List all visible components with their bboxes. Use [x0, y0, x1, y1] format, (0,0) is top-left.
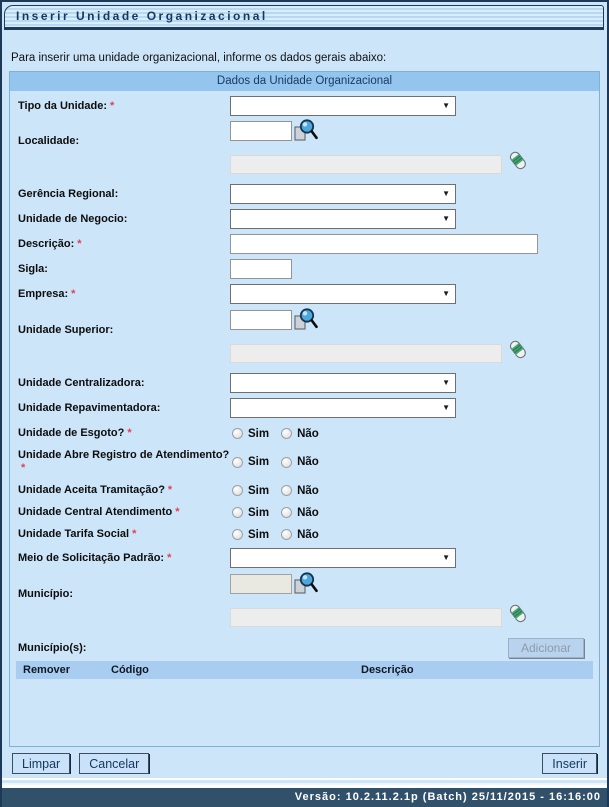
field-row-gerencia-regional	[10, 184, 599, 204]
field-row-descricao	[10, 234, 599, 254]
sigla-label: Sigla:	[18, 262, 48, 275]
footer-divider	[2, 774, 607, 788]
empresa-label: Empresa: *	[18, 287, 76, 300]
version-footer: Versão: 10.2.11.2.1p (Batch) 25/11/2015 - 16:16:00	[2, 788, 607, 807]
municipios-label: Município(s):	[18, 641, 87, 654]
field-row-unidade-centralizadora	[10, 373, 599, 393]
unidade-abre-registro-label: Unidade Abre Registro de Atendimento?*	[18, 449, 230, 474]
unidade-esgoto-label: Unidade de Esgoto? *	[18, 427, 132, 439]
required-marker: *	[167, 551, 172, 564]
adicionar-button: Adicionar	[508, 638, 584, 658]
unidade-superior-label: Unidade Superior:	[18, 324, 114, 336]
unidade-repavimentadora-select[interactable]	[230, 398, 456, 418]
cancelar-button[interactable]: Cancelar	[79, 753, 149, 774]
nao-label: Não	[297, 528, 319, 541]
unidade-esgoto-sim-radio[interactable]	[232, 428, 243, 439]
unidade-central-atendimento-sim-radio[interactable]	[232, 507, 243, 518]
field-row-empresa	[10, 284, 599, 304]
sigla-input[interactable]	[230, 259, 292, 279]
col-header-codigo: Código	[111, 664, 149, 676]
unidade-tarifa-social-sim-radio[interactable]	[232, 529, 243, 540]
unidade-esgoto-nao-radio[interactable]	[281, 428, 292, 439]
sim-label: Sim	[248, 506, 270, 519]
gerencia-regional-select[interactable]	[230, 184, 456, 204]
unidade-centralizadora-select[interactable]	[230, 373, 456, 393]
municipio-label: Município:	[18, 588, 73, 600]
required-marker: *	[167, 484, 173, 496]
dropdown-arrow-icon: ▼	[442, 214, 450, 223]
page-title: Inserir Unidade Organizacional	[4, 5, 604, 30]
unidade-tarifa-social-label: Unidade Tarifa Social *	[18, 528, 137, 540]
col-header-remover: Remover	[23, 664, 71, 676]
field-row-municipio	[10, 574, 599, 632]
field-row-unidade-abre-registro	[10, 449, 599, 475]
required-marker: *	[175, 506, 180, 518]
tipo-da-unidade-select[interactable]	[230, 96, 456, 116]
unidade-esgoto-radio-group	[232, 428, 331, 440]
unidade-superior-description-field	[230, 344, 502, 363]
unidade-superior-lookup	[230, 310, 530, 368]
descricao-label: Descrição: *	[18, 237, 82, 250]
field-row-unidade-aceita-tramitacao	[10, 484, 599, 497]
required-marker: *	[21, 462, 26, 474]
municipios-table-body	[16, 679, 593, 747]
nao-label: Não	[297, 456, 319, 468]
unidade-abre-registro-radio-group	[232, 456, 331, 468]
sim-label: Sim	[248, 484, 270, 497]
unidade-central-atendimento-label: Unidade Central Atendimento *	[18, 506, 180, 518]
nao-label: Não	[297, 484, 319, 497]
municipio-description-field	[230, 608, 502, 627]
dropdown-arrow-icon: ▼	[442, 553, 450, 562]
meio-solicitacao-select[interactable]	[230, 548, 456, 568]
unidade-centralizadora-label: Unidade Centralizadora:	[18, 376, 145, 389]
descricao-input[interactable]	[230, 234, 538, 254]
unidade-superior-code-input[interactable]	[230, 310, 292, 330]
municipio-code-input	[230, 574, 292, 594]
field-row-unidade-negocio	[10, 209, 599, 229]
unidade-abre-registro-nao-radio[interactable]	[281, 457, 292, 468]
municipios-table	[16, 661, 593, 747]
municipio-lookup	[230, 574, 530, 632]
field-row-localidade	[10, 121, 599, 179]
section-title: Dados da Unidade Organizacional	[10, 72, 599, 91]
search-magnifier-icon[interactable]	[294, 571, 318, 601]
search-magnifier-icon[interactable]	[294, 118, 318, 148]
unidade-aceita-tramitacao-label: Unidade Aceita Tramitação? *	[18, 484, 173, 496]
col-header-descricao: Descrição	[361, 664, 414, 676]
localidade-label: Localidade:	[18, 135, 80, 147]
unidade-negocio-select[interactable]	[230, 209, 456, 229]
dropdown-arrow-icon: ▼	[442, 101, 450, 110]
nao-label: Não	[297, 506, 319, 519]
unidade-negocio-label: Unidade de Negocio:	[18, 212, 128, 225]
limpar-button[interactable]: Limpar	[12, 753, 70, 774]
sim-label: Sim	[248, 456, 270, 468]
field-row-unidade-repavimentadora	[10, 398, 599, 418]
gerencia-regional-label: Gerência Regional:	[18, 187, 119, 200]
eraser-clear-icon[interactable]	[507, 602, 530, 632]
inserir-button[interactable]: Inserir	[542, 753, 597, 774]
unidade-repavimentadora-label: Unidade Repavimentadora:	[18, 401, 161, 414]
nao-label: Não	[297, 427, 319, 440]
dados-panel	[9, 71, 600, 747]
required-marker: *	[127, 427, 132, 439]
required-marker: *	[71, 287, 76, 300]
eraser-clear-icon[interactable]	[507, 338, 530, 368]
localidade-code-input[interactable]	[230, 121, 292, 141]
required-marker: *	[132, 528, 137, 540]
field-row-tipo-da-unidade	[10, 96, 599, 116]
unidade-tarifa-social-nao-radio[interactable]	[281, 529, 292, 540]
dropdown-arrow-icon: ▼	[442, 403, 450, 412]
required-marker: *	[77, 237, 82, 250]
action-bar	[2, 753, 607, 774]
municipios-table-header	[16, 661, 593, 679]
dropdown-arrow-icon: ▼	[442, 189, 450, 198]
search-magnifier-icon[interactable]	[294, 307, 318, 337]
field-row-sigla	[10, 259, 599, 279]
tipo-da-unidade-label: Tipo da Unidade: *	[18, 99, 115, 112]
sim-label: Sim	[248, 528, 270, 541]
meio-solicitacao-label: Meio de Solicitação Padrão: *	[18, 551, 172, 564]
localidade-lookup	[230, 121, 530, 179]
field-row-unidade-esgoto	[10, 427, 599, 440]
empresa-select[interactable]	[230, 284, 456, 304]
unidade-aceita-tramitacao-radio-group	[232, 485, 331, 497]
intro-text: Para inserir uma unidade organizacional, informe os dados gerais abaixo:	[11, 52, 387, 64]
sim-label: Sim	[248, 427, 270, 440]
unidade-abre-registro-sim-radio[interactable]	[232, 457, 243, 468]
unidade-aceita-tramitacao-nao-radio[interactable]	[281, 485, 292, 496]
unidade-central-atendimento-nao-radio[interactable]	[281, 507, 292, 518]
unidade-aceita-tramitacao-sim-radio[interactable]	[232, 485, 243, 496]
eraser-clear-icon[interactable]	[507, 149, 530, 179]
field-row-unidade-central-atendimento	[10, 506, 599, 519]
required-marker: *	[110, 99, 115, 112]
localidade-description-field	[230, 155, 502, 174]
unidade-central-atendimento-radio-group	[232, 507, 331, 519]
field-row-meio-solicitacao	[10, 548, 599, 568]
unidade-tarifa-social-radio-group	[232, 529, 331, 541]
dropdown-arrow-icon: ▼	[442, 289, 450, 298]
field-row-unidade-superior	[10, 310, 599, 368]
field-row-unidade-tarifa-social	[10, 528, 599, 541]
dropdown-arrow-icon: ▼	[442, 378, 450, 387]
municipios-header-row	[10, 638, 599, 658]
